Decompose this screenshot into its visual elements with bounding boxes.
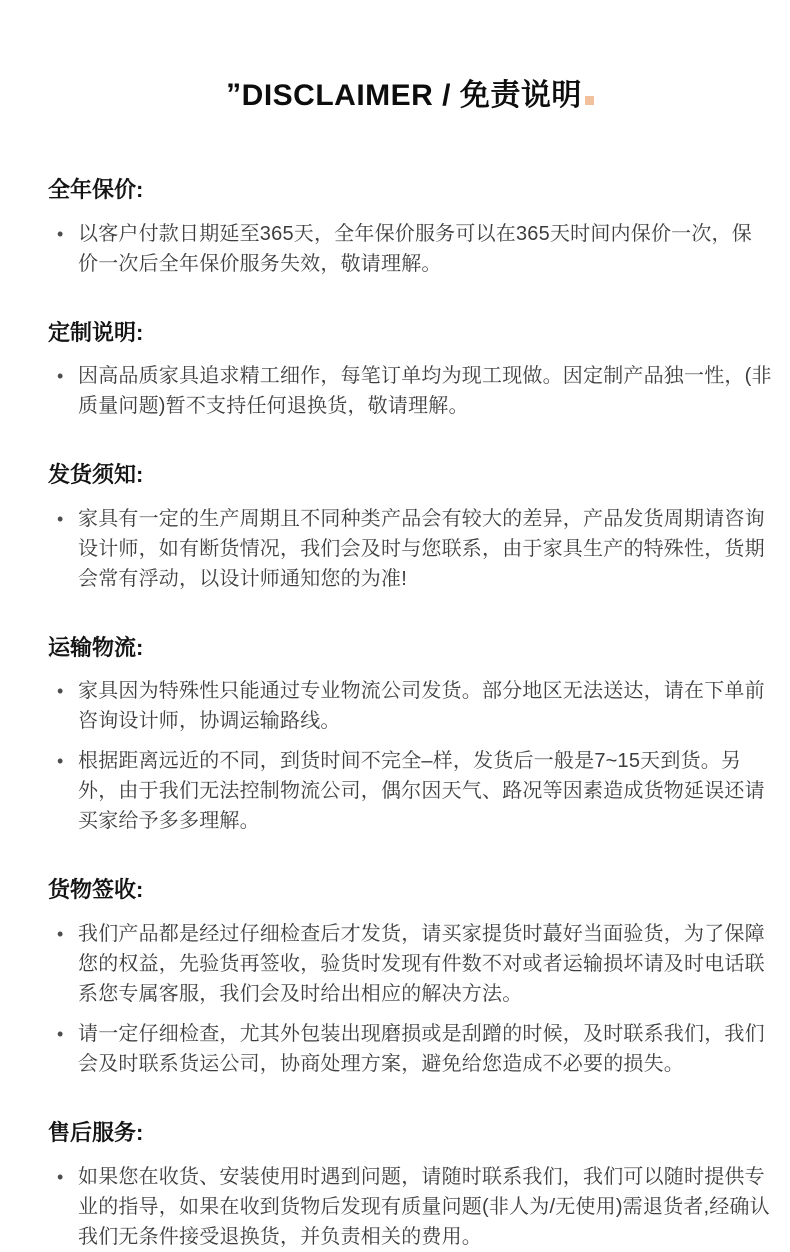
bullet-item: • 家具有一定的生产周期且不同种类产品会有较大的差异，产品发货周期请咨询设计师，如有断货情况，我们会及时与您联系，由于家具生产的特殊性，货期会常有浮动，以设计师通知您的为准!: [48, 504, 772, 594]
bullet-list: [48, 361, 772, 421]
bullet-item: • 请一定仔细检查，尤其外包装出现磨损或是刮蹭的时候，及时联系我们，我们会及时联系货运公司，协商处理方案，避免给您造成不必要的损失。: [48, 1019, 772, 1079]
section-5: [48, 876, 772, 1079]
section-heading: 定制说明:: [48, 319, 144, 345]
bullet-list: [48, 504, 772, 594]
bullet-list: [48, 676, 772, 836]
bullet-item: • 家具因为特殊性只能通过专业物流公司发货。部分地区无法送达，请在下单前咨询设计师，协调运输路线。: [48, 676, 772, 736]
title-accent-dot: [585, 96, 594, 105]
title-en: DISCLAIMER: [241, 79, 434, 112]
section-3: [48, 461, 772, 594]
bullet-item: • 我们产品都是经过仔细检查后才发货，请买家提货时蕞好当面验货，为了保障您的权益，先验货再签收，验货时发现有件数不对或者运输损坏请及时电话联系您专属客服，我们会及时给出相应的解决方法。: [48, 919, 772, 1009]
title-quote-mark: ”: [226, 78, 242, 111]
section-heading: 货物签收:: [48, 877, 144, 903]
bullet-item: • 如果您在收货、安装使用时遇到问题，请随时联系我们，我们可以随时提供专业的指导，如果在收到货物后发现有质量问题(非人为/无使用)需退货者,经确认我们无条件接受退换货，并负责相关的费用。: [48, 1162, 772, 1252]
bullet-item: • 根据距离远近的不同，到货时间不完全–样，发货后一般是7~15天到货。另外，由于我们无法控制物流公司，偶尔因天气、路况等因素造成货物延误还请买家给予多多理解。: [48, 746, 772, 836]
bullet-list: [48, 919, 772, 1079]
section-heading: 运输物流:: [48, 634, 144, 660]
section-heading: 售后服务:: [48, 1119, 144, 1145]
bullet-item: • 以客户付款日期延至365天，全年保价服务可以在365天时间内保价一次，保价一次后全年保价服务失效，敬请理解。: [48, 219, 772, 279]
bullet-item: • 因高品质家具追求精工细作，每笔订单均为现工现做。因定制产品独一性，(非质量问题)暂不支持任何退换货，敬请理解。: [48, 361, 772, 421]
title-zh: 免责说明: [459, 79, 582, 112]
title-separator: /: [433, 79, 460, 112]
page-title: [48, 78, 772, 114]
bullet-list: [48, 219, 772, 279]
section-6: [48, 1119, 772, 1252]
bullet-list: [48, 1162, 772, 1252]
section-heading: 全年保价:: [48, 177, 144, 202]
section-1: [48, 176, 772, 279]
section-2: [48, 319, 772, 422]
section-heading: 发货须知:: [48, 462, 144, 488]
sections-container: [48, 176, 772, 1252]
section-4: [48, 634, 772, 837]
